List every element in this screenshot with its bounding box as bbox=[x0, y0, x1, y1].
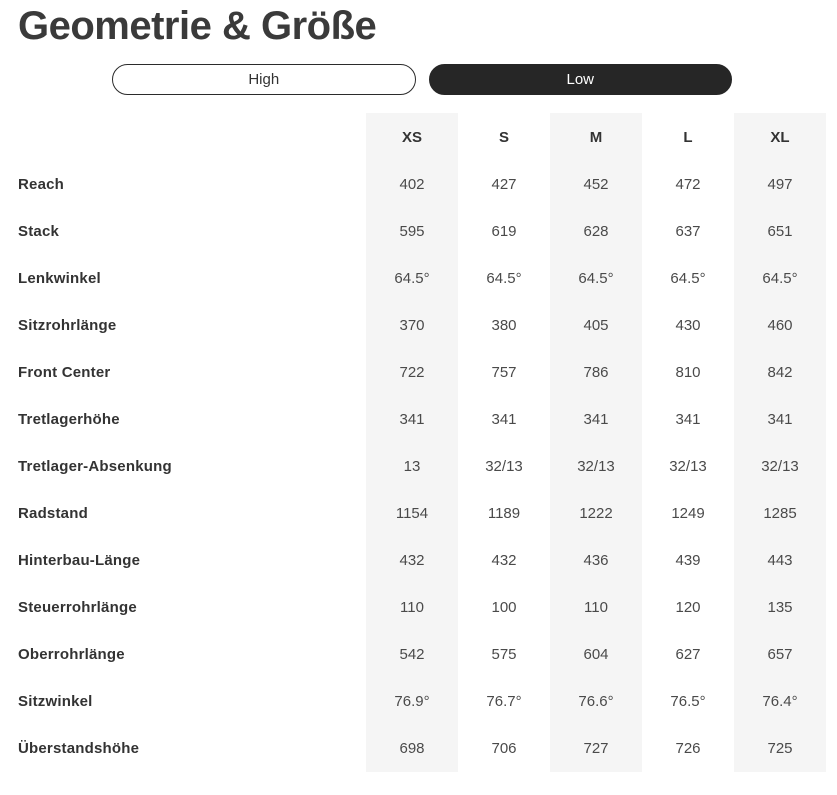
cell-value: 13 bbox=[366, 443, 458, 490]
column-header-m: M bbox=[550, 113, 642, 161]
cell-value: 472 bbox=[675, 176, 701, 193]
cell-value: 627 bbox=[675, 646, 701, 663]
cell-value: 76.4° bbox=[734, 678, 826, 725]
cell-value: 637 bbox=[675, 223, 701, 240]
cell-value: 341 bbox=[675, 411, 701, 428]
cell-value: 405 bbox=[550, 302, 642, 349]
geometry-table bbox=[18, 113, 826, 772]
cell-value: 452 bbox=[550, 161, 642, 208]
cell-value: 604 bbox=[550, 631, 642, 678]
cell-value: 341 bbox=[734, 396, 826, 443]
cell-value: 341 bbox=[550, 396, 642, 443]
cell-value: 427 bbox=[491, 176, 517, 193]
cell-value: 1222 bbox=[550, 490, 642, 537]
column-header-s: S bbox=[498, 128, 509, 146]
row-label: Sitzrohrlänge bbox=[18, 317, 117, 334]
cell-value: 575 bbox=[491, 646, 517, 663]
cell-value: 722 bbox=[366, 349, 458, 396]
row-label: Reach bbox=[18, 176, 65, 193]
cell-value: 436 bbox=[550, 537, 642, 584]
cell-value: 443 bbox=[734, 537, 826, 584]
row-label: Tretlager-Absenkung bbox=[18, 458, 172, 475]
cell-value: 380 bbox=[491, 317, 517, 334]
cell-value: 628 bbox=[550, 208, 642, 255]
cell-value: 64.5° bbox=[734, 255, 826, 302]
cell-value: 64.5° bbox=[366, 255, 458, 302]
cell-value: 460 bbox=[734, 302, 826, 349]
cell-value: 64.5° bbox=[486, 270, 522, 287]
row-label: Tretlagerhöhe bbox=[18, 411, 120, 428]
cell-value: 1189 bbox=[487, 505, 521, 522]
row-label: Überstandshöhe bbox=[18, 740, 140, 757]
cell-value: 430 bbox=[675, 317, 701, 334]
cell-value: 1249 bbox=[671, 505, 705, 522]
cell-value: 542 bbox=[366, 631, 458, 678]
cell-value: 706 bbox=[491, 740, 517, 757]
high-low-toggle bbox=[112, 64, 732, 95]
row-label: Stack bbox=[18, 223, 60, 240]
column-header-xs: XS bbox=[366, 113, 458, 161]
cell-value: 64.5° bbox=[670, 270, 706, 287]
cell-value: 651 bbox=[734, 208, 826, 255]
cell-value: 1154 bbox=[366, 490, 458, 537]
cell-value: 786 bbox=[550, 349, 642, 396]
cell-value: 32/13 bbox=[550, 443, 642, 490]
cell-value: 698 bbox=[366, 725, 458, 772]
cell-value: 341 bbox=[491, 411, 517, 428]
cell-value: 810 bbox=[675, 364, 701, 381]
cell-value: 32/13 bbox=[669, 458, 707, 475]
cell-value: 120 bbox=[675, 599, 701, 616]
row-label: Lenkwinkel bbox=[18, 270, 101, 287]
cell-value: 657 bbox=[734, 631, 826, 678]
cell-value: 32/13 bbox=[485, 458, 523, 475]
cell-value: 76.9° bbox=[366, 678, 458, 725]
cell-value: 32/13 bbox=[734, 443, 826, 490]
cell-value: 76.5° bbox=[670, 693, 706, 710]
cell-value: 100 bbox=[491, 599, 517, 616]
column-header-spacer bbox=[18, 113, 366, 161]
cell-value: 110 bbox=[550, 584, 642, 631]
cell-value: 341 bbox=[366, 396, 458, 443]
row-label: Radstand bbox=[18, 505, 88, 522]
cell-value: 64.5° bbox=[550, 255, 642, 302]
row-label: Sitzwinkel bbox=[18, 693, 93, 710]
cell-value: 725 bbox=[734, 725, 826, 772]
cell-value: 727 bbox=[550, 725, 642, 772]
cell-value: 76.7° bbox=[486, 693, 522, 710]
cell-value: 135 bbox=[734, 584, 826, 631]
row-label: Steuerrohrlänge bbox=[18, 599, 137, 616]
cell-value: 432 bbox=[491, 552, 517, 569]
cell-value: 402 bbox=[366, 161, 458, 208]
page-title: Geometrie & Größe bbox=[18, 4, 377, 48]
cell-value: 619 bbox=[491, 223, 517, 240]
cell-value: 726 bbox=[675, 740, 701, 757]
row-label: Front Center bbox=[18, 364, 111, 381]
cell-value: 110 bbox=[366, 584, 458, 631]
row-label: Oberrohrlänge bbox=[18, 646, 125, 663]
toggle-low-button[interactable]: Low bbox=[429, 64, 733, 95]
column-header-l: L bbox=[683, 128, 693, 146]
cell-value: 497 bbox=[734, 161, 826, 208]
cell-value: 842 bbox=[734, 349, 826, 396]
cell-value: 1285 bbox=[734, 490, 826, 537]
cell-value: 370 bbox=[366, 302, 458, 349]
cell-value: 76.6° bbox=[550, 678, 642, 725]
cell-value: 757 bbox=[491, 364, 517, 381]
toggle-high-button[interactable]: High bbox=[112, 64, 416, 95]
cell-value: 595 bbox=[366, 208, 458, 255]
cell-value: 432 bbox=[366, 537, 458, 584]
row-label: Hinterbau-Länge bbox=[18, 552, 141, 569]
cell-value: 439 bbox=[675, 552, 701, 569]
column-header-xl: XL bbox=[734, 113, 826, 161]
